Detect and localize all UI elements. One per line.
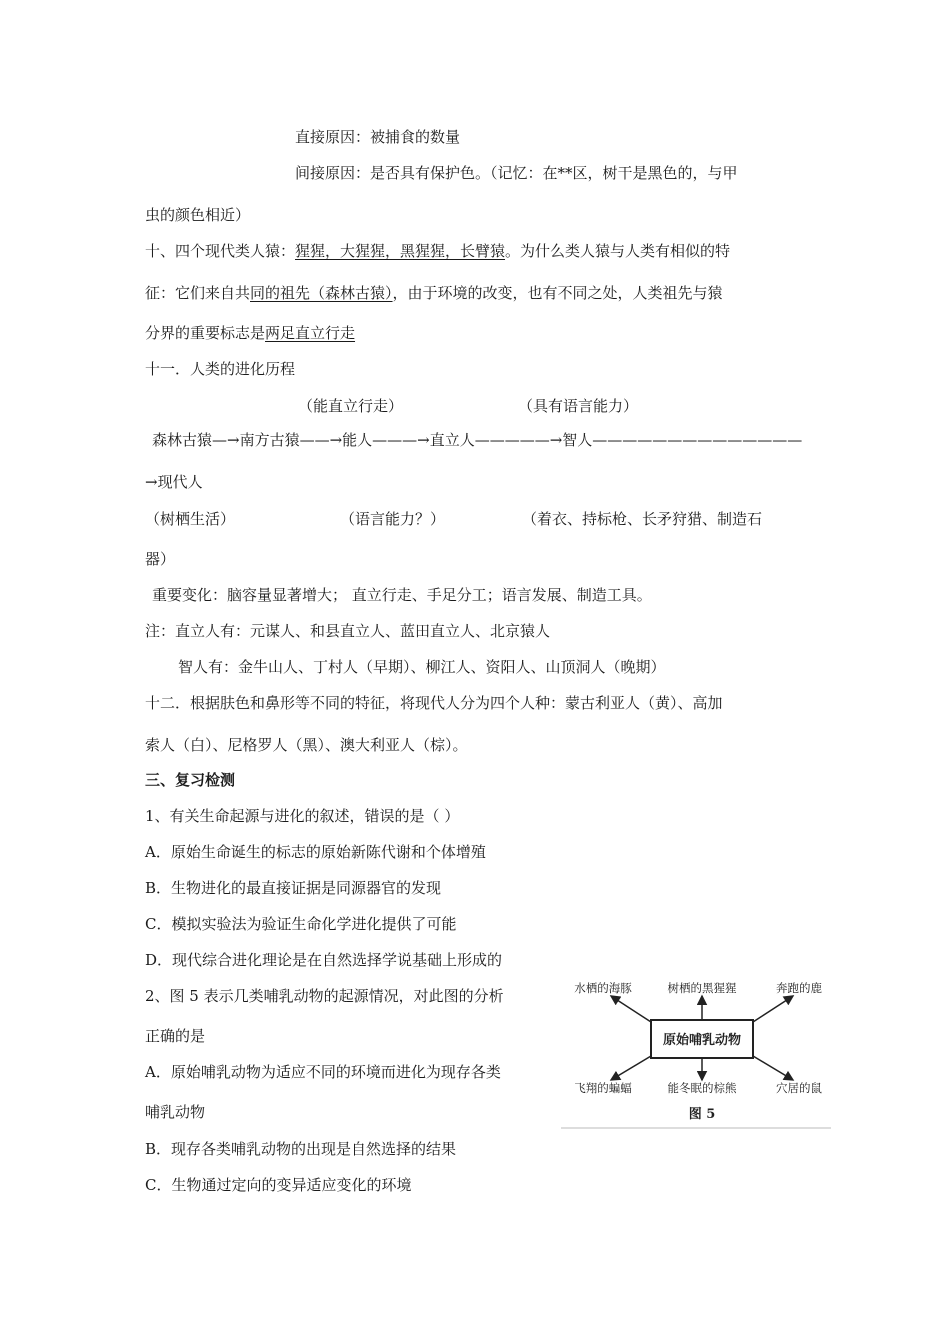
center-label: 原始哺乳动物	[662, 1033, 742, 1048]
key-sign: 两足直立行走	[265, 324, 356, 342]
review-heading: 三、复习检测	[145, 771, 236, 789]
q2-option-a: A．原始哺乳动物为适应不同的环境而进化为现存各类	[145, 1063, 501, 1081]
label-deer: 奔跑的鹿	[776, 981, 822, 995]
arrow-top-right	[753, 996, 793, 1022]
common-ancestor: 同的祖先（森林古猿）	[250, 284, 393, 302]
q2-stem-cont: 正确的是	[145, 1027, 206, 1045]
section-12-line2: 索人（白）、尼格罗人（黑）、澳大利亚人（棕）。	[145, 736, 468, 754]
section-10-line3	[145, 323, 355, 343]
q1-option-a: A．原始生命诞生的标志的原始新陈代谢和个体增殖	[145, 843, 486, 861]
section-12-line1: 十二．根据肤色和鼻形等不同的特征，将现代人分为四个人种：蒙古利亚人（黄）、高加	[145, 694, 723, 712]
note-erectus: 注：直立人有：元谋人、和县直立人、蓝田直立人、北京猿人	[145, 622, 551, 640]
indirect-cause-cont: 虫的颜色相近）	[145, 206, 251, 224]
arrow-top-left	[611, 996, 651, 1022]
section-10-l2-prefix: 征：它们来自共	[145, 284, 251, 302]
arrow-bottom-right	[753, 1056, 793, 1080]
q2-stem: 2、图 5 表示几类哺乳动物的起源情况，对此图的分析	[145, 987, 504, 1005]
q1-stem: 1、有关生命起源与进化的叙述，错误的是（ ）	[145, 807, 460, 825]
indirect-cause: 间接原因：是否具有保护色。（记忆：在**区，树干是黑色的，与甲	[295, 164, 738, 182]
note-clothes-cont: 器）	[145, 550, 176, 568]
ape-list: 猩猩，大猩猩，黑猩猩，长臂猿	[295, 242, 506, 260]
arrow-bottom-left	[611, 1056, 651, 1080]
label-upright: （能直立行走）	[298, 397, 404, 415]
section-10-mid: 。为什么类人猿与人类有相似的特	[505, 242, 731, 260]
q2-option-b: B．现存各类哺乳动物的出现是自然选择的结果	[145, 1140, 457, 1158]
figure-5-diagram	[561, 968, 831, 1130]
evolution-chain: 森林古猿—→南方古猿——→能人———→直立人—————→智人——————————————	[152, 431, 803, 449]
figure-caption: 图 5	[688, 1107, 716, 1122]
evolution-chain-end: →现代人	[145, 473, 203, 491]
label-bear: 能冬眠的棕熊	[667, 1081, 737, 1095]
q1-option-b: B．生物进化的最直接证据是同源器官的发现	[145, 879, 442, 897]
section-10-l2-suffix: ，由于环境的改变，也有不同之处，人类祖先与猿	[392, 284, 723, 302]
section-10-prefix: 十、四个现代类人猿：	[145, 242, 296, 260]
label-dolphin: 水栖的海豚	[574, 981, 632, 995]
q1-option-d: D．现代综合进化理论是在自然选择学说基础上形成的	[145, 951, 503, 969]
note-tree: （树栖生活）	[145, 510, 236, 528]
section-10-line2	[145, 283, 723, 303]
q1-option-c: C．模拟实验法为验证生命化学进化提供了可能	[145, 915, 457, 933]
q2-option-a-cont: 哺乳动物	[145, 1103, 206, 1121]
label-mouse: 穴居的鼠	[776, 1081, 822, 1095]
important-changes: 重要变化：脑容量显著增大； 直立行走、手足分工；语言发展、制造工具。	[152, 586, 652, 604]
section-10-line1	[145, 241, 730, 261]
q2-option-c: C．生物通过定向的变异适应变化的环境	[145, 1176, 412, 1194]
note-clothes: （着衣、持标枪、长矛狩猎、制造石	[522, 510, 763, 528]
note-language: （语言能力？）	[340, 510, 446, 528]
label-language: （具有语言能力）	[518, 397, 639, 415]
label-bat: 飞翔的蝙蝠	[574, 1081, 632, 1095]
section-10-l3-prefix: 分界的重要标志是	[145, 324, 266, 342]
label-chimp: 树栖的黑猩猩	[667, 981, 737, 995]
section-11-title: 十一．人类的进化历程	[145, 360, 296, 378]
note-sapiens: 智人有：金牛山人、丁村人（早期）、柳江人、资阳人、山顶洞人（晚期）	[178, 658, 666, 676]
direct-cause: 直接原因：被捕食的数量	[295, 128, 461, 146]
